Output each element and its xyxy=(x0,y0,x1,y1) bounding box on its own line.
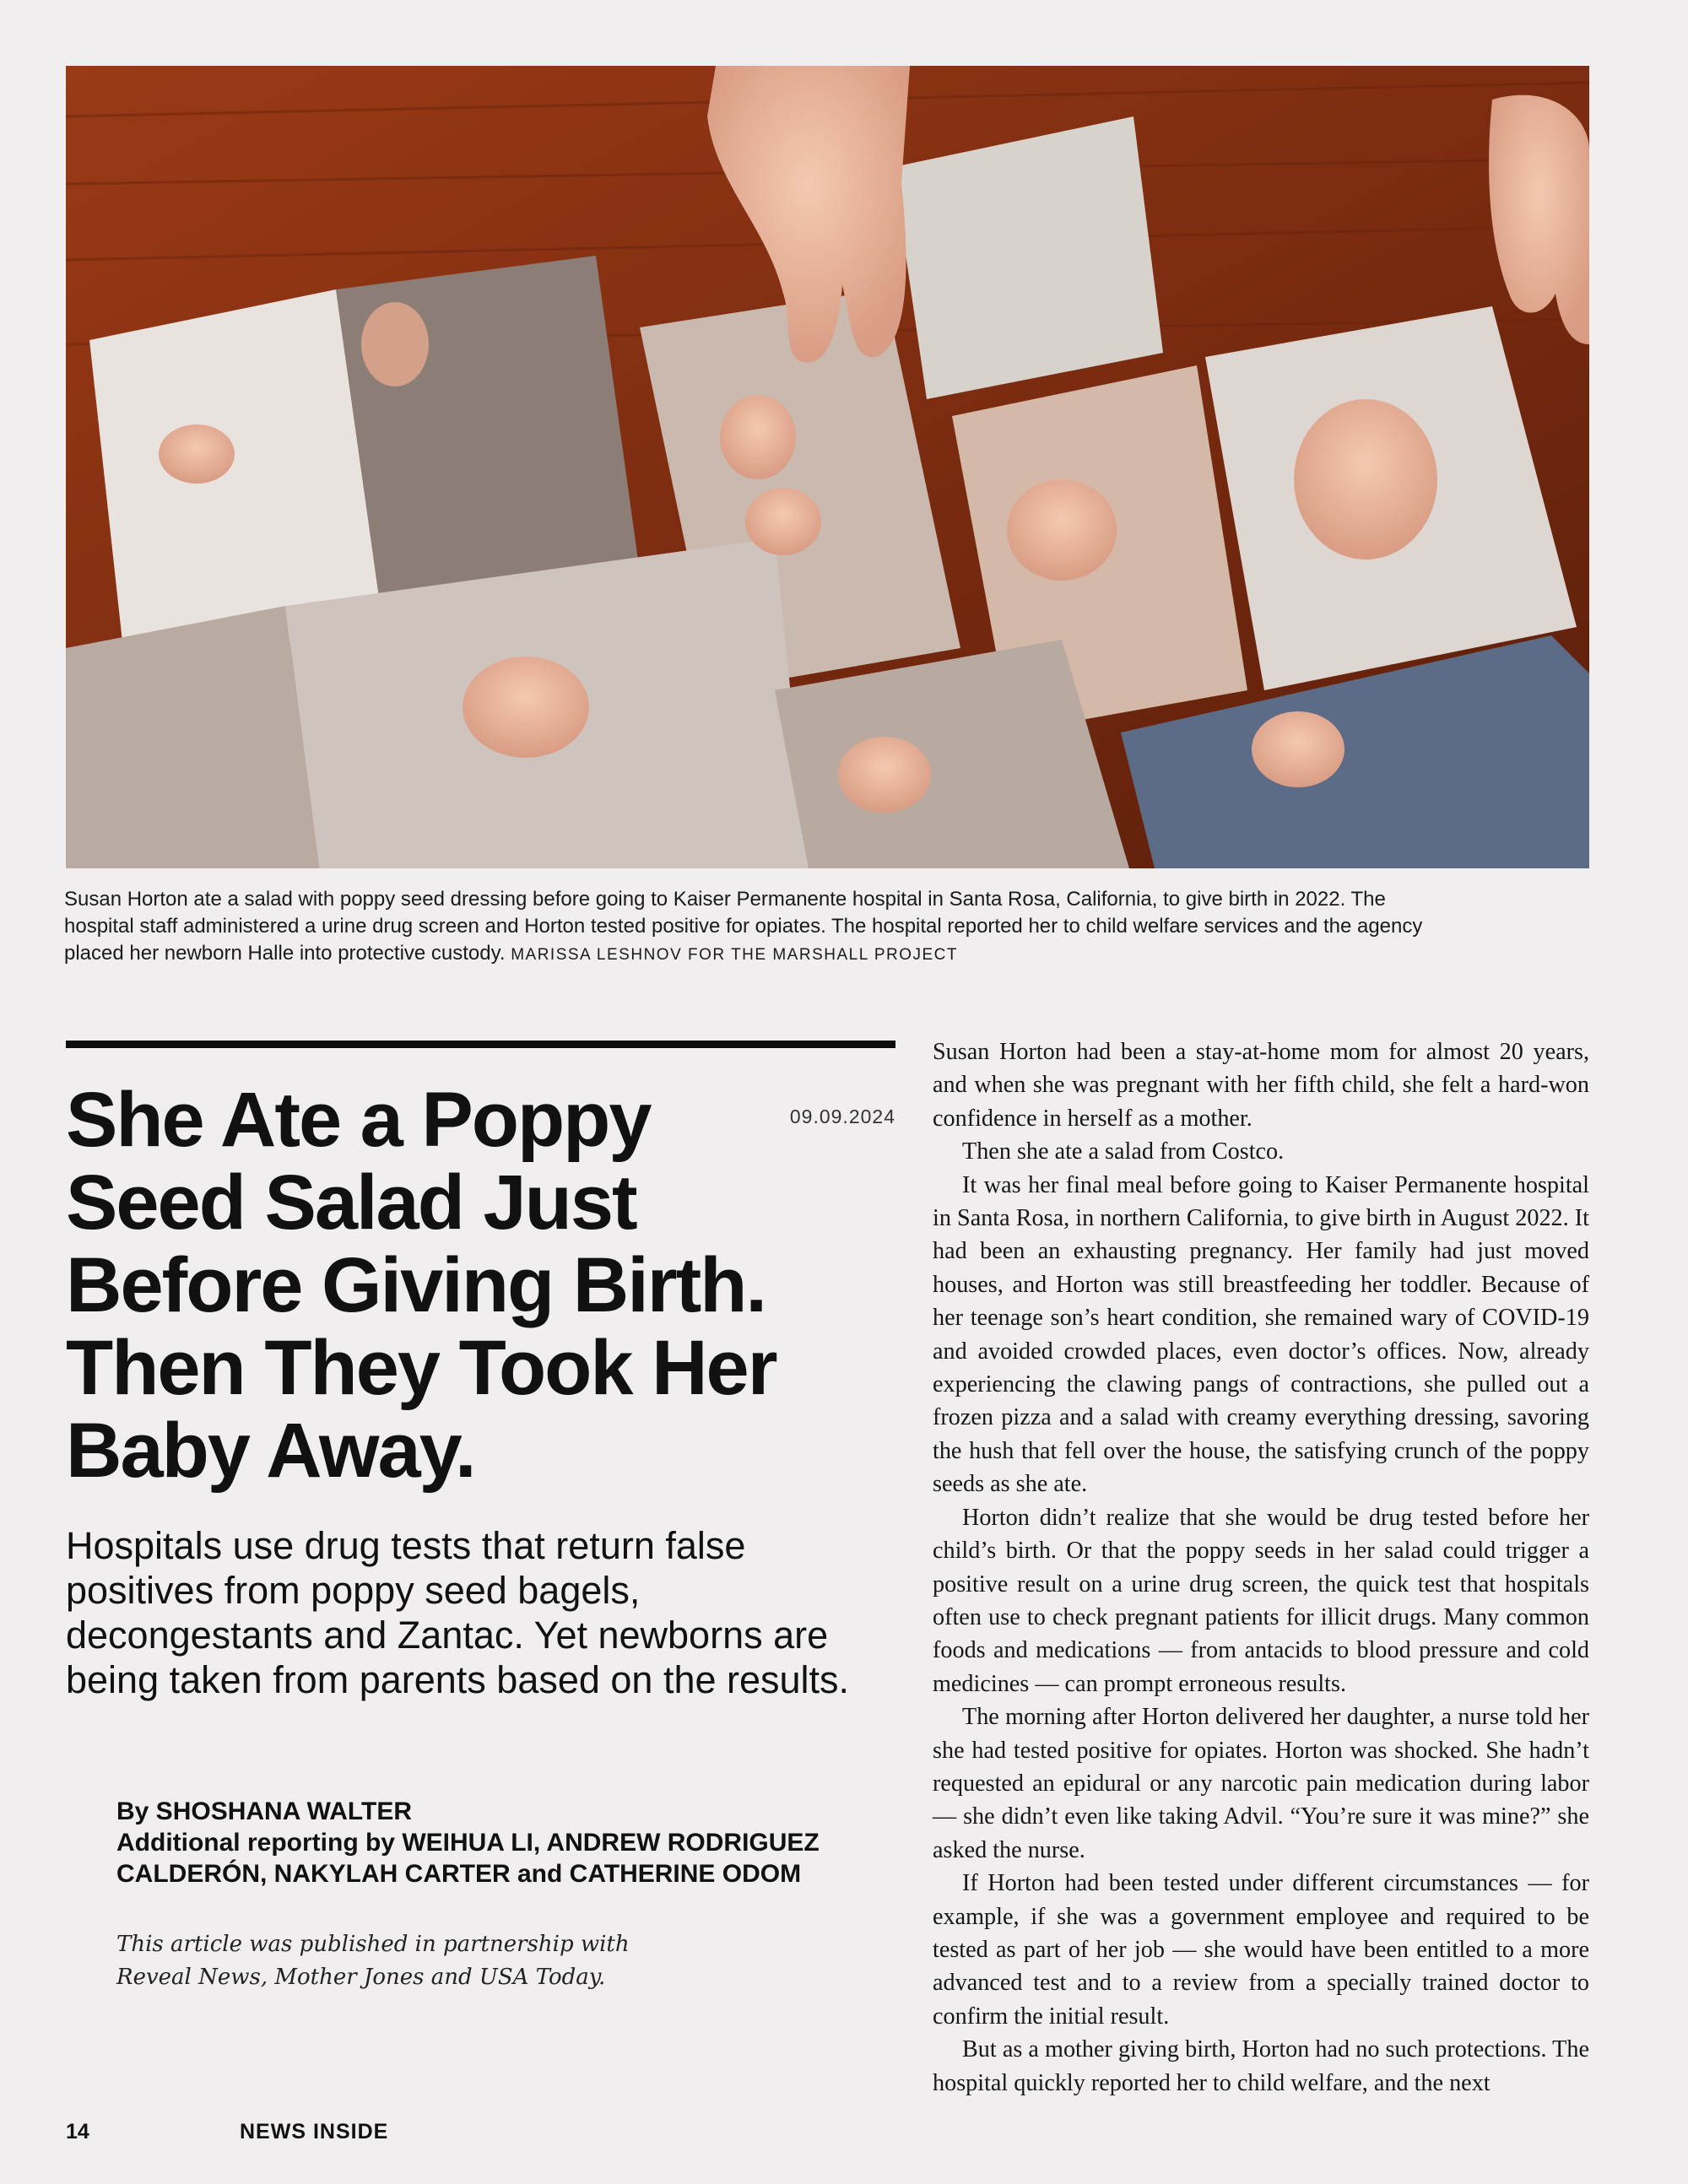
headline: She Ate a Poppy Seed Salad Just Before Giving Birth. Then They Took Her Baby Away. xyxy=(66,1077,776,1494)
headline-rule xyxy=(66,1041,895,1048)
paragraph: But as a mother giving birth, Horton had no such protections. The hospital quickly reported her to child welfare, and the next xyxy=(933,2036,1589,2096)
paragraph: Then she ate a salad from Costco. xyxy=(962,1138,1285,1165)
byline-block xyxy=(116,1796,859,1889)
paragraph: Horton didn’t realize that she would be drug tested before her child’s birth. Or that the poppy seeds in her salad could trigger a positive result on a urine drug screen, the quick test that hospitals often use to check pregnant patients for illicit drugs. Many common foods and medications — from antacids to blood pressure and cold medicines — can prompt erroneous results. xyxy=(933,1504,1589,1697)
paragraph: The morning after Horton delivered her daughter, a nurse told her she had tested positive for opiates. Horton was shocked. She hadn’t requested an epidural or any narcotic pain medication during labor — she didn’t even like taking Advil. “You’re sure it was mine?” she asked the nurse. xyxy=(933,1704,1589,1863)
hero-photo xyxy=(66,66,1589,868)
paragraph: It was her final meal before going to Kaiser Permanente hospital in Santa Rosa, in northern California, to give birth in August 2022. It had been an exhausting pregnancy. Her family had just moved houses, and Horton was still breastfeeding her toddler. Because of her teenage son’s heart condition, she remained wary of COVID-19 and avoided crowded places, even doctor’s offices. Now, already experiencing the clawing pangs of contractions, she pulled out a frozen pizza and a salad with creamy everything dressing, savoring the hush that fell over the house, the satisfying crunch of the poppy seeds as she ate. xyxy=(933,1171,1589,1498)
photo-illustration xyxy=(66,66,1589,868)
partnership-note: This article was published in partnership with Reveal News, Mother Jones and USA Today. xyxy=(116,1932,630,1990)
article-body xyxy=(933,1035,1589,2100)
dek: Hospitals use drug tests that return false positives from poppy seed bagels, decongestants and Zantac. Yet newborns are being taken from parents based on the results. xyxy=(66,1524,850,1701)
paragraph: Susan Horton had been a stay-at-home mom for almost 20 years, and when she was pregnant with her fifth child, she felt a hard-won confidence in herself as a mother. xyxy=(933,1039,1589,1132)
additional-reporting: Additional reporting by WEIHUA LI, ANDREW RODRIGUEZ CALDERÓN, NAKYLAH CARTER and CATHERINE ODOM xyxy=(116,1829,820,1888)
photo-caption xyxy=(64,886,1431,969)
publish-date: 09.09.2024 xyxy=(789,1106,895,1127)
page-number: 14 xyxy=(66,2120,89,2143)
section-name: NEWS INSIDE xyxy=(240,2120,389,2143)
caption-text: Susan Horton ate a salad with poppy seed dressing before going to Kaiser Permanente hospital in Santa Rosa, California, to give birth in 2022. The hospital staff administered a urine drug screen and Horton tested positive for opiates. The hospital reported her to child welfare services and the agency placed her newborn Halle into protective custody. xyxy=(64,888,1423,965)
byline: By SHOSHANA WALTER xyxy=(116,1797,413,1825)
paragraph: If Horton had been tested under different circumstances — for example, if she was a government employee and required to be tested as part of her job — she would have been entitled to a more advanced test and to a review from a specially trained doctor to confirm the initial result. xyxy=(933,1870,1589,2030)
photo-credit: MARISSA LESHNOV FOR THE MARSHALL PROJECT xyxy=(511,946,959,964)
